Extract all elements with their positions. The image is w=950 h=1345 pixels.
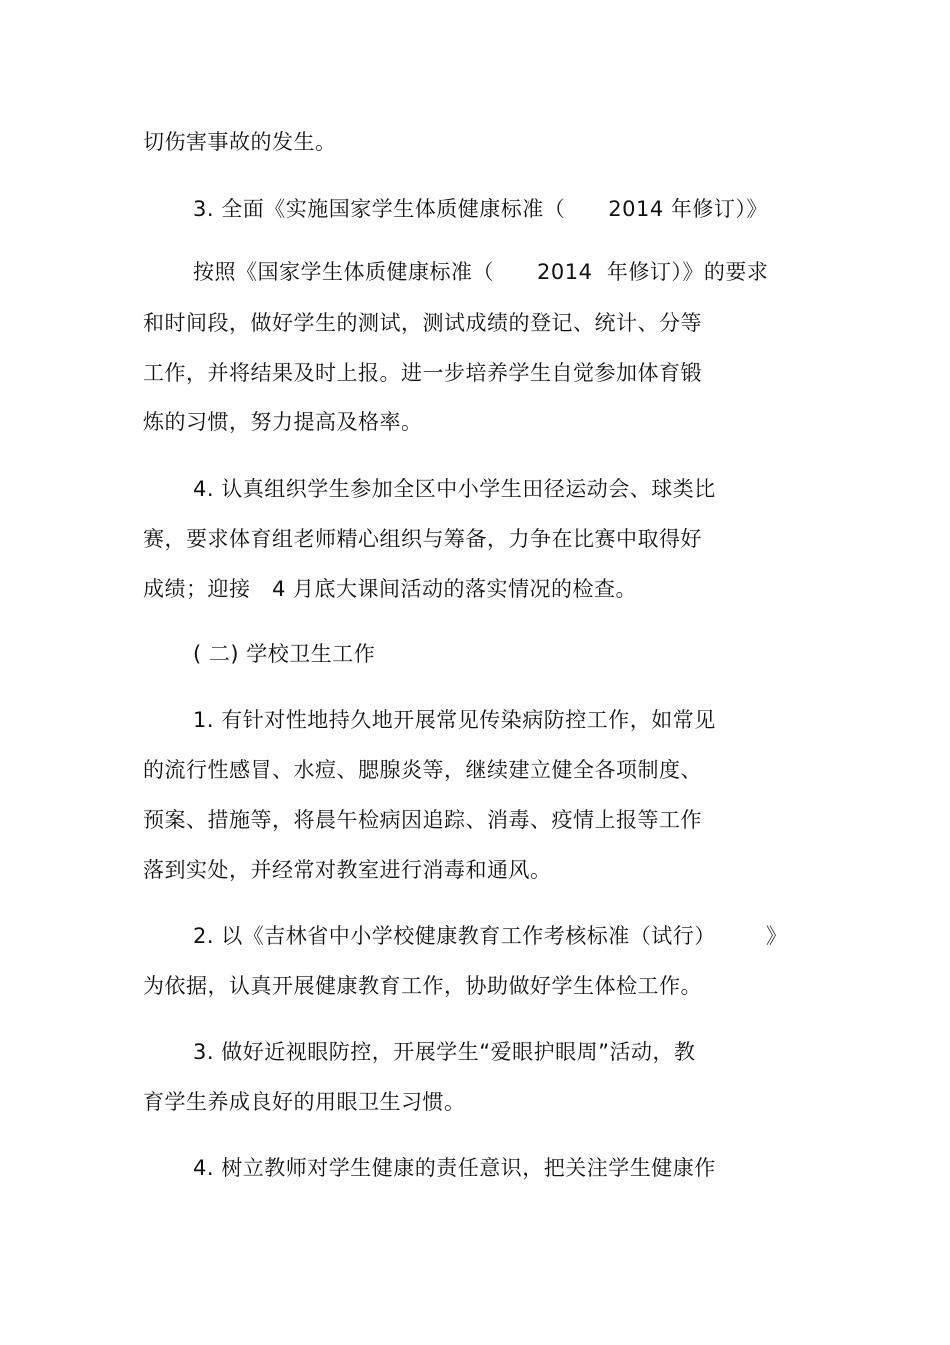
text-line: 2. 以《吉林省中小学校健康教育工作考核标准（试行） 》: [193, 924, 788, 948]
text-line: 切伤害事故的发生。: [143, 130, 337, 154]
text-line: 1. 有针对性地持久地开展常见传染病防控工作，如常见: [193, 708, 716, 732]
text-line: 3. 做好近视眼防控，开展学生“爱眼护眼周”活动，教: [193, 1040, 696, 1064]
text-line: 成绩；迎接 4 月底大课间活动的落实情况的检查。: [143, 577, 638, 601]
text-line: 和时间段，做好学生的测试，测试成绩的登记、统计、分等: [143, 311, 702, 335]
text-line: 4. 认真组织学生参加全区中小学生田径运动会、球类比: [193, 477, 716, 501]
text-line: 育学生养成良好的用眼卫生习惯。: [143, 1090, 466, 1114]
text-line: 按照《国家学生体质健康标准（ 2014 年修订）》的要求: [193, 260, 769, 284]
section-heading: ( 二) 学校卫生工作: [193, 642, 376, 666]
text-line: 炼的习惯，努力提高及格率。: [143, 410, 423, 434]
text-line: 3. 全面《实施国家学生体质健康标准（ 2014 年修订）》: [193, 197, 768, 221]
text-line: 工作，并将结果及时上报。进一步培养学生自觉参加体育锻: [143, 361, 702, 385]
text-line: 4. 树立教师对学生健康的责任意识，把关注学生健康作: [193, 1156, 716, 1180]
text-line: 落到实处，并经常对教室进行消毒和通风。: [143, 858, 552, 882]
text-line: 的流行性感冒、水痘、腮腺炎等，继续建立健全各项制度、: [143, 758, 702, 782]
text-line: 预案、措施等，将晨午检病因追踪、消毒、疫情上报等工作: [143, 808, 702, 832]
text-line: 赛，要求体育组老师精心组织与筹备，力争在比赛中取得好: [143, 527, 702, 551]
text-line: 为依据，认真开展健康教育工作，协助做好学生体检工作。: [143, 974, 702, 998]
